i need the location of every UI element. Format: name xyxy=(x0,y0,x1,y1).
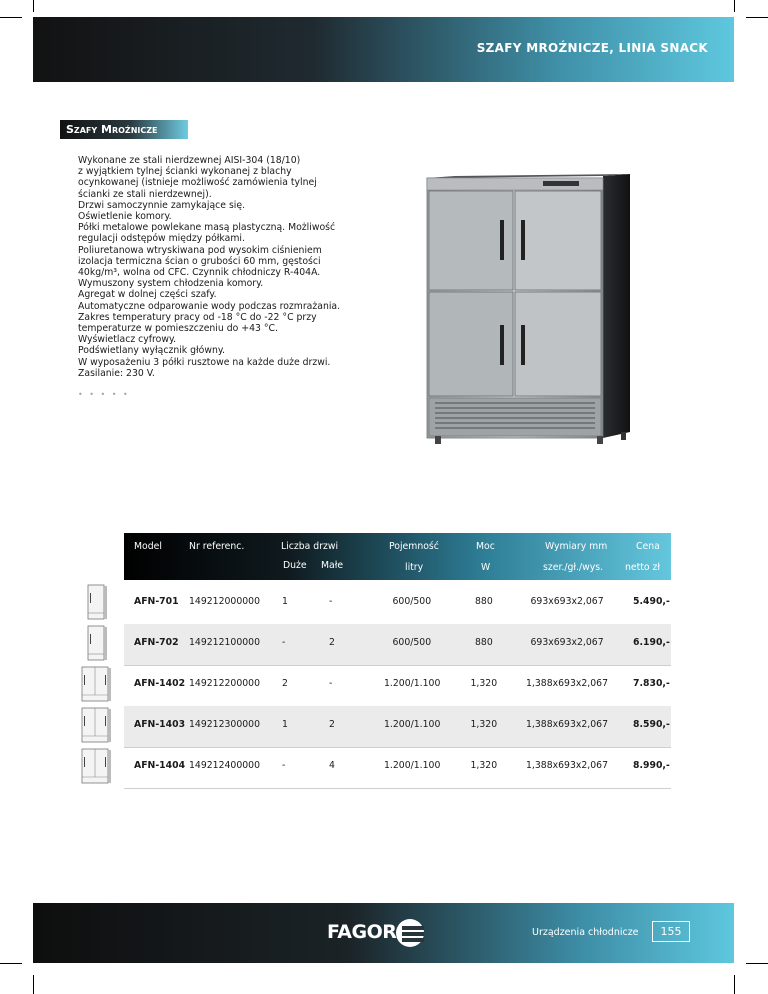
brand-logo: FAGOR xyxy=(327,921,397,943)
description-line: Podświetlany wyłącznik główny. xyxy=(78,345,225,357)
cell-small: 2 xyxy=(329,719,335,730)
crop-mark xyxy=(0,963,22,964)
cell-ref: 149212000000 xyxy=(189,596,260,607)
row-separator xyxy=(124,788,671,789)
description-line: Wyświetlacz cyfrowy. xyxy=(78,334,177,346)
footer-caption: Urządzenia chłodnicze xyxy=(532,927,639,938)
cell-dims: 1,388x693x2,067 xyxy=(526,678,608,689)
description-line: Automatyczne odparowanie wody podczas rozmrażania. xyxy=(78,300,341,312)
cell-large: 1 xyxy=(282,596,288,607)
cell-dims: 1,388x693x2,067 xyxy=(526,760,608,771)
description-line: temperaturze w pomieszczeniu do +43 °C. xyxy=(78,323,278,335)
row-separator xyxy=(124,747,671,748)
cell-capacity: 600/500 xyxy=(392,637,432,648)
description-line: Agregat w dolnej części szafy. xyxy=(78,289,217,301)
description-line: Drzwi samoczynnie zamykające się. xyxy=(78,199,246,211)
col-header-price-unit: netto zł xyxy=(625,562,661,573)
decorative-dots: • • • • • xyxy=(78,390,130,399)
description-line: izolacja termiczna ścian o grubości 60 mm, gęstości xyxy=(78,255,321,267)
cell-dims: 693x693x2,067 xyxy=(530,637,604,648)
model-thumbnail-icon xyxy=(78,665,116,705)
cell-large: - xyxy=(282,637,286,648)
description-line: ścianki ze stali nierdzewnej). xyxy=(78,188,212,200)
crop-mark xyxy=(0,17,22,18)
cell-model: AFN-1403 xyxy=(134,719,186,730)
cell-dims: 693x693x2,067 xyxy=(530,596,604,607)
col-header-dims-unit: szer./gł./wys. xyxy=(543,562,604,573)
model-thumbnail-icon xyxy=(78,583,116,623)
description-line: Zasilanie: 230 V. xyxy=(78,367,155,379)
description-line: z wyjątkiem tylnej ścianki wykonanej z blachy xyxy=(78,166,292,178)
cell-power: 880 xyxy=(475,637,493,648)
cell-small: 2 xyxy=(329,637,335,648)
cell-power: 1,320 xyxy=(470,719,498,730)
freezer-cabinet-illustration xyxy=(425,170,635,470)
cell-small: 4 xyxy=(329,760,335,771)
page-header-title: SZAFY MROŹNICZE, LINIA SNACK xyxy=(476,41,708,55)
cell-price: 7.830,- xyxy=(633,678,670,689)
cell-price: 6.190,- xyxy=(633,637,670,648)
cell-ref: 149212200000 xyxy=(189,678,260,689)
cell-large: 1 xyxy=(282,719,288,730)
description-line: Oświetlenie komory. xyxy=(78,211,172,223)
cell-large: - xyxy=(282,760,286,771)
cell-power: 1,320 xyxy=(470,678,498,689)
col-header-capacity: Pojemność xyxy=(389,541,439,552)
description-line: W wyposażeniu 3 półki rusztowe na każde duże drzwi. xyxy=(78,356,331,368)
brand-logo-mark xyxy=(394,918,426,948)
description-line: Zakres temperatury pracy od -18 °C do -22 °C przy xyxy=(78,311,317,323)
col-header-capacity-unit: litry xyxy=(405,562,424,573)
cell-power: 880 xyxy=(475,596,493,607)
description-line: Poliuretanowa wtryskiwana pod wysokim ciśnieniem xyxy=(78,244,322,256)
cell-ref: 149212100000 xyxy=(189,637,260,648)
crop-mark xyxy=(33,975,34,994)
cell-capacity: 600/500 xyxy=(392,596,432,607)
cell-ref: 149212300000 xyxy=(189,719,260,730)
description-line: regulacji odstępów między półkami. xyxy=(78,233,245,245)
description-line: Wymuszony system chłodzenia komory. xyxy=(78,278,264,290)
col-header-doors-small: Małe xyxy=(321,560,344,571)
description-line: Wykonane ze stali nierdzewnej AISI-304 (18/10) xyxy=(78,155,301,166)
col-header-model: Model xyxy=(134,541,162,552)
col-header-ref: Nr referenc. xyxy=(189,541,245,552)
description-line: ocynkowanej (istnieje możliwość zamówienia tylnej xyxy=(78,177,317,189)
crop-mark xyxy=(734,975,735,994)
cell-capacity: 1.200/1.100 xyxy=(384,719,441,730)
description-line: 40kg/m³, wolna od CFC. Czynnik chłodniczy R-404A. xyxy=(78,267,321,279)
cell-price: 8.990,- xyxy=(633,760,670,771)
model-thumbnail-icon xyxy=(78,624,116,664)
cell-model: AFN-702 xyxy=(134,637,179,648)
model-thumbnail-icon xyxy=(78,747,116,787)
cell-small: - xyxy=(329,596,333,607)
cell-model: AFN-701 xyxy=(134,596,179,607)
cell-small: - xyxy=(329,678,333,689)
cell-price: 8.590,- xyxy=(633,719,670,730)
cell-large: 2 xyxy=(282,678,288,689)
product-description xyxy=(78,155,378,379)
col-header-doors-large: Duże xyxy=(283,560,307,571)
section-title: Szafy Mroźnicze xyxy=(66,123,158,136)
cell-ref: 149212400000 xyxy=(189,760,260,771)
crop-mark xyxy=(734,0,735,12)
col-header-price: Cena xyxy=(636,541,660,552)
model-thumbnail-icon xyxy=(78,706,116,746)
row-separator xyxy=(124,665,671,666)
cell-capacity: 1.200/1.100 xyxy=(384,760,441,771)
description-line: Półki metalowe powlekane masą plastyczną. Możliwość xyxy=(78,222,336,234)
col-header-power-unit: W xyxy=(481,562,491,573)
cell-power: 1,320 xyxy=(470,760,498,771)
crop-mark xyxy=(746,963,768,964)
page-number: 155 xyxy=(652,921,690,942)
col-header-doors: Liczba drzwi xyxy=(281,541,339,552)
cell-dims: 1,388x693x2,067 xyxy=(526,719,608,730)
cell-capacity: 1.200/1.100 xyxy=(384,678,441,689)
col-header-power: Moc xyxy=(476,541,495,552)
cell-model: AFN-1402 xyxy=(134,678,186,689)
crop-mark xyxy=(33,0,34,12)
cell-model: AFN-1404 xyxy=(134,760,186,771)
col-header-dims: Wymiary mm xyxy=(545,541,608,552)
crop-mark xyxy=(746,17,768,18)
cell-price: 5.490,- xyxy=(633,596,670,607)
